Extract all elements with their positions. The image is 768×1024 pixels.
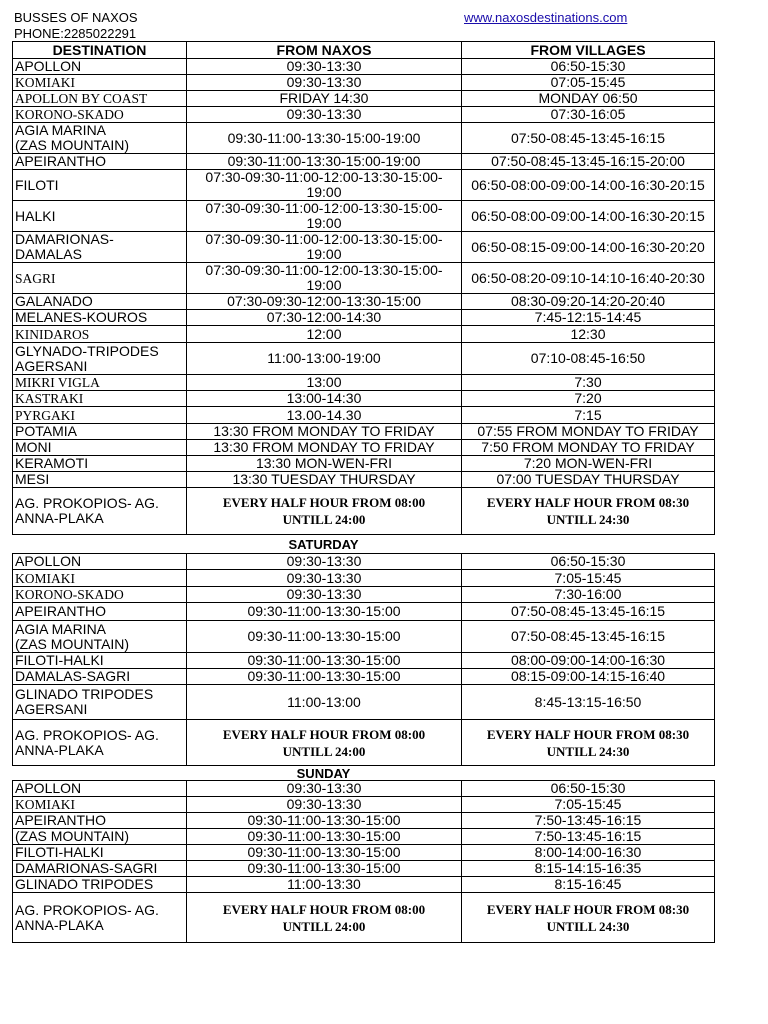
from-villages-cell: 06:50-08:15-09:00-14:00-16:30-20:20 — [462, 232, 715, 263]
table-row — [13, 554, 715, 570]
table-row — [13, 107, 715, 123]
from-naxos-cell: 09:30-11:00-13:30-15:00 — [187, 829, 462, 845]
phone-number: PHONE:2285022291 — [14, 26, 137, 41]
from-naxos-cell: 07:30-09:30-11:00-12:00-13:30-15:00-19:00 — [187, 232, 462, 263]
destination-cell: AG. PROKOPIOS- AG. ANNA-PLAKA — [13, 720, 187, 766]
from-villages-cell: 7:30-16:00 — [462, 587, 715, 603]
from-naxos-cell: 07:30-09:30-12:00-13:30-15:00 — [187, 294, 462, 310]
from-naxos-cell: 09:30-13:30 — [187, 781, 462, 797]
table-row — [13, 343, 715, 375]
from-naxos-cell: 09:30-13:30 — [187, 587, 462, 603]
from-villages-cell: 06:50-15:30 — [462, 554, 715, 570]
from-naxos-cell: 11:00-13:00-19:00 — [187, 343, 462, 375]
destination-cell: AG. PROKOPIOS- AG. ANNA-PLAKA — [13, 893, 187, 943]
from-villages-cell: 06:50-15:30 — [462, 781, 715, 797]
destination-cell: APOLLON — [13, 554, 187, 570]
from-naxos-cell: 13:30 FROM MONDAY TO FRIDAY — [187, 424, 462, 440]
table-row — [13, 232, 715, 263]
from-villages-cell: 7:50 FROM MONDAY TO FRIDAY — [462, 440, 715, 456]
from-villages-cell: 07:55 FROM MONDAY TO FRIDAY — [462, 424, 715, 440]
table-row — [13, 154, 715, 170]
destination-cell: APEIRANTHO — [13, 813, 187, 829]
from-naxos-cell: EVERY HALF HOUR FROM 08:00 UNTILL 24:00 — [187, 893, 462, 943]
table-row — [13, 845, 715, 861]
column-header-from-villages: FROM VILLAGES — [462, 42, 715, 59]
destination-cell: APEIRANTHO — [13, 603, 187, 621]
destination-cell: AG. PROKOPIOS- AG. ANNA-PLAKA — [13, 488, 187, 535]
from-villages-cell: EVERY HALF HOUR FROM 08:30 UNTILL 24:30 — [462, 893, 715, 943]
from-villages-cell: 7:05-15:45 — [462, 797, 715, 813]
from-naxos-cell: 13:30 TUESDAY THURSDAY — [187, 472, 462, 488]
destination-cell: MIKRI VIGLA — [13, 375, 187, 391]
table-row — [13, 59, 715, 75]
from-villages-cell: MONDAY 06:50 — [462, 91, 715, 107]
from-villages-cell: 06:50-08:00-09:00-14:00-16:30-20:15 — [462, 170, 715, 201]
destination-cell: MESI — [13, 472, 187, 488]
from-naxos-cell: 13:30 FROM MONDAY TO FRIDAY — [187, 440, 462, 456]
from-naxos-cell: 07:30-12:00-14:30 — [187, 310, 462, 326]
destination-cell: KINIDAROS — [13, 326, 187, 343]
destination-cell: HALKI — [13, 201, 187, 232]
destination-cell: PYRGAKI — [13, 407, 187, 424]
from-villages-cell: 07:05-15:45 — [462, 75, 715, 91]
table-row — [13, 653, 715, 669]
table-row — [13, 75, 715, 91]
sunday-timetable — [12, 780, 715, 943]
destination-cell: APOLLON BY COAST — [13, 91, 187, 107]
table-row — [13, 877, 715, 893]
table-row — [13, 263, 715, 294]
column-header-destination: DESTINATION — [13, 42, 187, 59]
from-villages-cell: 8:15-16:45 — [462, 877, 715, 893]
from-naxos-cell: 09:30-11:00-13:30-15:00 — [187, 669, 462, 685]
table-row — [13, 440, 715, 456]
table-row — [13, 570, 715, 587]
table-header-row — [13, 42, 715, 59]
from-naxos-cell: 09:30-11:00-13:30-15:00-19:00 — [187, 123, 462, 154]
from-naxos-cell: 09:30-11:00-13:30-15:00 — [187, 845, 462, 861]
destination-cell: FILOTI-HALKI — [13, 653, 187, 669]
table-row — [13, 391, 715, 407]
table-row — [13, 893, 715, 943]
destination-cell: KOMIAKI — [13, 570, 187, 587]
from-naxos-cell: 11:00-13:30 — [187, 877, 462, 893]
from-villages-cell: 8:00-14:00-16:30 — [462, 845, 715, 861]
from-villages-cell: 07:50-08:45-13:45-16:15 — [462, 621, 715, 653]
from-naxos-cell: 13:00 — [187, 375, 462, 391]
from-naxos-cell: 09:30-13:30 — [187, 570, 462, 587]
destination-cell: KORONO-SKADO — [13, 107, 187, 123]
destination-cell: FILOTI-HALKI — [13, 845, 187, 861]
from-naxos-cell: 07:30-09:30-11:00-12:00-13:30-15:00-19:00 — [187, 170, 462, 201]
table-row — [13, 813, 715, 829]
from-naxos-cell: 09:30-11:00-13:30-15:00 — [187, 861, 462, 877]
destination-cell: (ZAS MOUNTAIN) — [13, 829, 187, 845]
from-naxos-cell: 07:30-09:30-11:00-12:00-13:30-15:00-19:00 — [187, 263, 462, 294]
table-row — [13, 170, 715, 201]
from-naxos-cell: 11:00-13:00 — [187, 685, 462, 720]
table-row — [13, 375, 715, 391]
from-villages-cell: 7:45-12:15-14:45 — [462, 310, 715, 326]
from-naxos-cell: 09:30-11:00-13:30-15:00 — [187, 603, 462, 621]
from-naxos-cell: 09:30-13:30 — [187, 797, 462, 813]
from-villages-cell: 8:45-13:15-16:50 — [462, 685, 715, 720]
destination-cell: DAMARIONAS- DAMALAS — [13, 232, 187, 263]
from-naxos-cell: 09:30-13:30 — [187, 75, 462, 91]
weekday-timetable — [12, 41, 715, 535]
from-naxos-cell: 09:30-13:30 — [187, 107, 462, 123]
from-naxos-cell: 13:30 MON-WEN-FRI — [187, 456, 462, 472]
from-naxos-cell: 09:30-11:00-13:30-15:00 — [187, 621, 462, 653]
from-naxos-cell: FRIDAY 14:30 — [187, 91, 462, 107]
table-row — [13, 123, 715, 154]
from-villages-cell: 06:50-08:00-09:00-14:00-16:30-20:15 — [462, 201, 715, 232]
destination-cell: AGIA MARINA (ZAS MOUNTAIN) — [13, 621, 187, 653]
destination-cell: MELANES-KOUROS — [13, 310, 187, 326]
destination-cell: APOLLON — [13, 59, 187, 75]
from-naxos-cell: 09:30-11:00-13:30-15:00-19:00 — [187, 154, 462, 170]
sunday-label: SUNDAY — [296, 766, 351, 781]
table-row — [13, 326, 715, 343]
from-naxos-cell: 09:30-13:30 — [187, 59, 462, 75]
from-naxos-cell: 09:30-13:30 — [187, 554, 462, 570]
from-villages-cell: 07:10-08:45-16:50 — [462, 343, 715, 375]
from-villages-cell: 7:30 — [462, 375, 715, 391]
destination-cell: KOMIAKI — [13, 75, 187, 91]
table-row — [13, 797, 715, 813]
from-villages-cell: 06:50-15:30 — [462, 59, 715, 75]
table-row — [13, 861, 715, 877]
destination-cell: APEIRANTHO — [13, 154, 187, 170]
from-naxos-cell: 12:00 — [187, 326, 462, 343]
from-villages-cell: 8:15-14:15-16:35 — [462, 861, 715, 877]
saturday-label: SATURDAY — [288, 537, 359, 552]
destination-cell: KERAMOTI — [13, 456, 187, 472]
table-row — [13, 91, 715, 107]
table-row — [13, 407, 715, 424]
table-row — [13, 829, 715, 845]
from-villages-cell: 7:50-13:45-16:15 — [462, 813, 715, 829]
from-villages-cell: 08:15-09:00-14:15-16:40 — [462, 669, 715, 685]
website-link[interactable]: www.naxosdestinations.com — [464, 10, 628, 25]
table-row — [13, 720, 715, 766]
table-row — [13, 201, 715, 232]
from-naxos-cell: 09:30-11:00-13:30-15:00 — [187, 813, 462, 829]
table-row — [13, 294, 715, 310]
from-villages-cell: 7:15 — [462, 407, 715, 424]
from-villages-cell: 07:30-16:05 — [462, 107, 715, 123]
table-row — [13, 310, 715, 326]
destination-cell: MONI — [13, 440, 187, 456]
from-villages-cell: 07:00 TUESDAY THURSDAY — [462, 472, 715, 488]
from-naxos-cell: 13.00-14.30 — [187, 407, 462, 424]
destination-cell: FILOTI — [13, 170, 187, 201]
document-title: BUSSES OF NAXOS — [14, 10, 138, 25]
from-villages-cell: 7:05-15:45 — [462, 570, 715, 587]
table-row — [13, 781, 715, 797]
from-villages-cell: 07:50-08:45-13:45-16:15 — [462, 603, 715, 621]
destination-cell: SAGRI — [13, 263, 187, 294]
destination-cell: GLINADO TRIPODES — [13, 877, 187, 893]
saturday-timetable — [12, 553, 715, 766]
table-row — [13, 685, 715, 720]
destination-cell: DAMARIONAS-SAGRI — [13, 861, 187, 877]
table-row — [13, 603, 715, 621]
from-villages-cell: 12:30 — [462, 326, 715, 343]
destination-cell: KASTRAKI — [13, 391, 187, 407]
from-naxos-cell: EVERY HALF HOUR FROM 08:00 UNTILL 24:00 — [187, 488, 462, 535]
destination-cell: DAMALAS-SAGRI — [13, 669, 187, 685]
from-villages-cell: EVERY HALF HOUR FROM 08:30 UNTILL 24:30 — [462, 720, 715, 766]
from-villages-cell: 08:30-09:20-14:20-20:40 — [462, 294, 715, 310]
table-row — [13, 621, 715, 653]
table-row — [13, 472, 715, 488]
table-row — [13, 587, 715, 603]
from-villages-cell: EVERY HALF HOUR FROM 08:30 UNTILL 24:30 — [462, 488, 715, 535]
destination-cell: KOMIAKI — [13, 797, 187, 813]
from-villages-cell: 7:50-13:45-16:15 — [462, 829, 715, 845]
from-naxos-cell: 13:00-14:30 — [187, 391, 462, 407]
column-header-from-naxos: FROM NAXOS — [187, 42, 462, 59]
table-row — [13, 488, 715, 535]
destination-cell: APOLLON — [13, 781, 187, 797]
from-naxos-cell: 09:30-11:00-13:30-15:00 — [187, 653, 462, 669]
from-villages-cell: 06:50-08:20-09:10-14:10-16:40-20:30 — [462, 263, 715, 294]
table-row — [13, 456, 715, 472]
from-naxos-cell: EVERY HALF HOUR FROM 08:00 UNTILL 24:00 — [187, 720, 462, 766]
from-naxos-cell: 07:30-09:30-11:00-12:00-13:30-15:00-19:00 — [187, 201, 462, 232]
from-villages-cell: 08:00-09:00-14:00-16:30 — [462, 653, 715, 669]
from-villages-cell: 07:50-08:45-13:45-16:15-20:00 — [462, 154, 715, 170]
destination-cell: GLINADO TRIPODES AGERSANI — [13, 685, 187, 720]
destination-cell: AGIA MARINA (ZAS MOUNTAIN) — [13, 123, 187, 154]
destination-cell: POTAMIA — [13, 424, 187, 440]
page-header — [14, 10, 768, 42]
destination-cell: GALANADO — [13, 294, 187, 310]
from-villages-cell: 7:20 MON-WEN-FRI — [462, 456, 715, 472]
table-row — [13, 424, 715, 440]
from-villages-cell: 07:50-08:45-13:45-16:15 — [462, 123, 715, 154]
from-villages-cell: 7:20 — [462, 391, 715, 407]
destination-cell: KORONO-SKADO — [13, 587, 187, 603]
destination-cell: GLYNADO-TRIPODES AGERSANI — [13, 343, 187, 375]
table-row — [13, 669, 715, 685]
